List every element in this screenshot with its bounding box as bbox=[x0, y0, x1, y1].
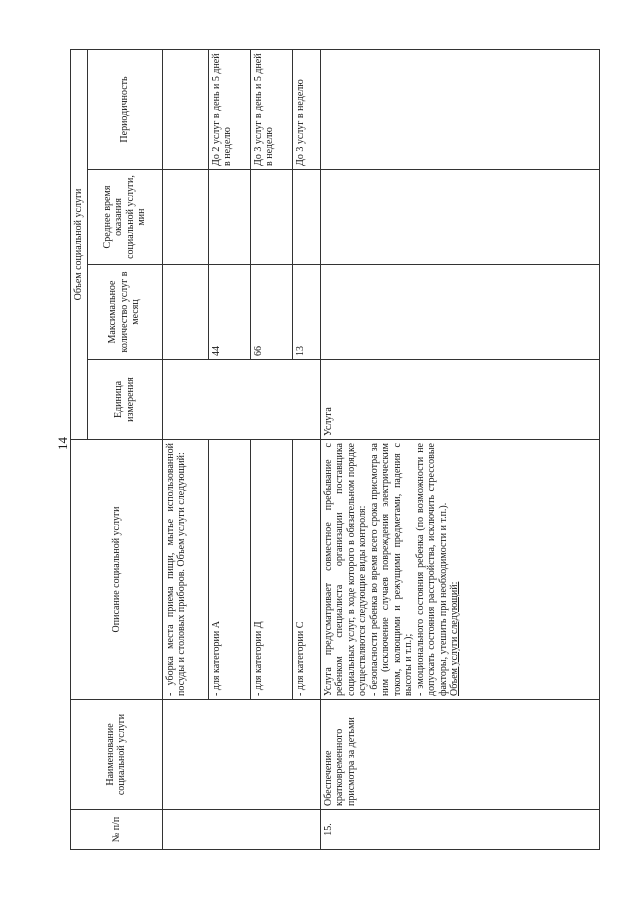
cell-avg-prev bbox=[162, 170, 208, 265]
cat-d-max: 66 bbox=[250, 265, 292, 360]
header-num: № п/п bbox=[71, 810, 163, 850]
table-row bbox=[320, 50, 600, 850]
table-row bbox=[162, 50, 208, 850]
header-periodicity: Периодичность bbox=[87, 50, 162, 170]
header-description: Описание социальной услуги bbox=[71, 440, 163, 700]
cat-c-period: До 3 услуг в неделю bbox=[292, 50, 320, 170]
cell-desc-prev: - уборка места приема пищи, мытье использованной посуды и столовых приборов. Объем услуги следующий: bbox=[162, 440, 208, 700]
header-avg-time: Среднее время оказания социальной услуги, мин bbox=[87, 170, 162, 265]
cat-d-period: До 3 услуг в день и 5 дней в неделю bbox=[250, 50, 292, 170]
cell-unit-15: Услуга bbox=[320, 360, 600, 440]
services-table-wrapper bbox=[70, 50, 600, 850]
header-name: Наименование социальной услуги bbox=[71, 700, 163, 810]
cell-desc-15 bbox=[320, 440, 600, 700]
desc-15-bullet-safety: - безопасности ребенка во время всего срока присмотра за ним (исключение случаев повреждения электрическим током, колющими и режущими предметами, падения с высоты и т.п.); bbox=[368, 443, 414, 696]
desc-15-intro: Услуга предусматривает совместное пребывание с ребенком специалиста организации поставщика социальных услуг, в ходе которого в обязательном порядке осуществляются следующие виды контроля: bbox=[322, 443, 368, 696]
cat-c-label: - для категории С bbox=[292, 440, 320, 700]
social-services-table bbox=[70, 49, 600, 850]
cell-name-prev bbox=[162, 700, 320, 810]
cat-a-avg bbox=[208, 170, 250, 265]
cell-avg-15 bbox=[320, 170, 600, 265]
cell-num-15: 15. bbox=[320, 810, 600, 850]
desc-15-bullet-emotional: - эмоционального состояния ребенка (по возможности не допускать состояния расстройства, исключить стрессовые факторы, утешить при необходимости и т.п.). bbox=[414, 443, 449, 696]
cat-a-label: - для категории А bbox=[208, 440, 250, 700]
cat-c-max: 13 bbox=[292, 265, 320, 360]
header-volume-group: Объем социальной услуги bbox=[71, 50, 88, 440]
cell-max-prev bbox=[162, 265, 208, 360]
cat-c-avg bbox=[292, 170, 320, 265]
cell-max-15 bbox=[320, 265, 600, 360]
cat-d-avg bbox=[250, 170, 292, 265]
cat-d-label: - для категории Д bbox=[250, 440, 292, 700]
cat-a-period: До 2 услуг в день и 5 дней в неделю bbox=[208, 50, 250, 170]
header-unit: Единица измерения bbox=[87, 360, 162, 440]
cell-period-15 bbox=[320, 50, 600, 170]
page-number: 14 bbox=[55, 437, 70, 450]
header-max-count: Максимальное количество услуг в месяц bbox=[87, 265, 162, 360]
cell-num-prev bbox=[162, 810, 320, 850]
desc-15-volume: Объем услуги следующий: bbox=[449, 581, 460, 696]
cell-period-prev bbox=[162, 50, 208, 170]
cat-a-max: 44 bbox=[208, 265, 250, 360]
cell-unit-prev bbox=[162, 360, 320, 440]
cell-name-15: Обеспечение кратковременного присмотра за детьми bbox=[320, 700, 600, 810]
